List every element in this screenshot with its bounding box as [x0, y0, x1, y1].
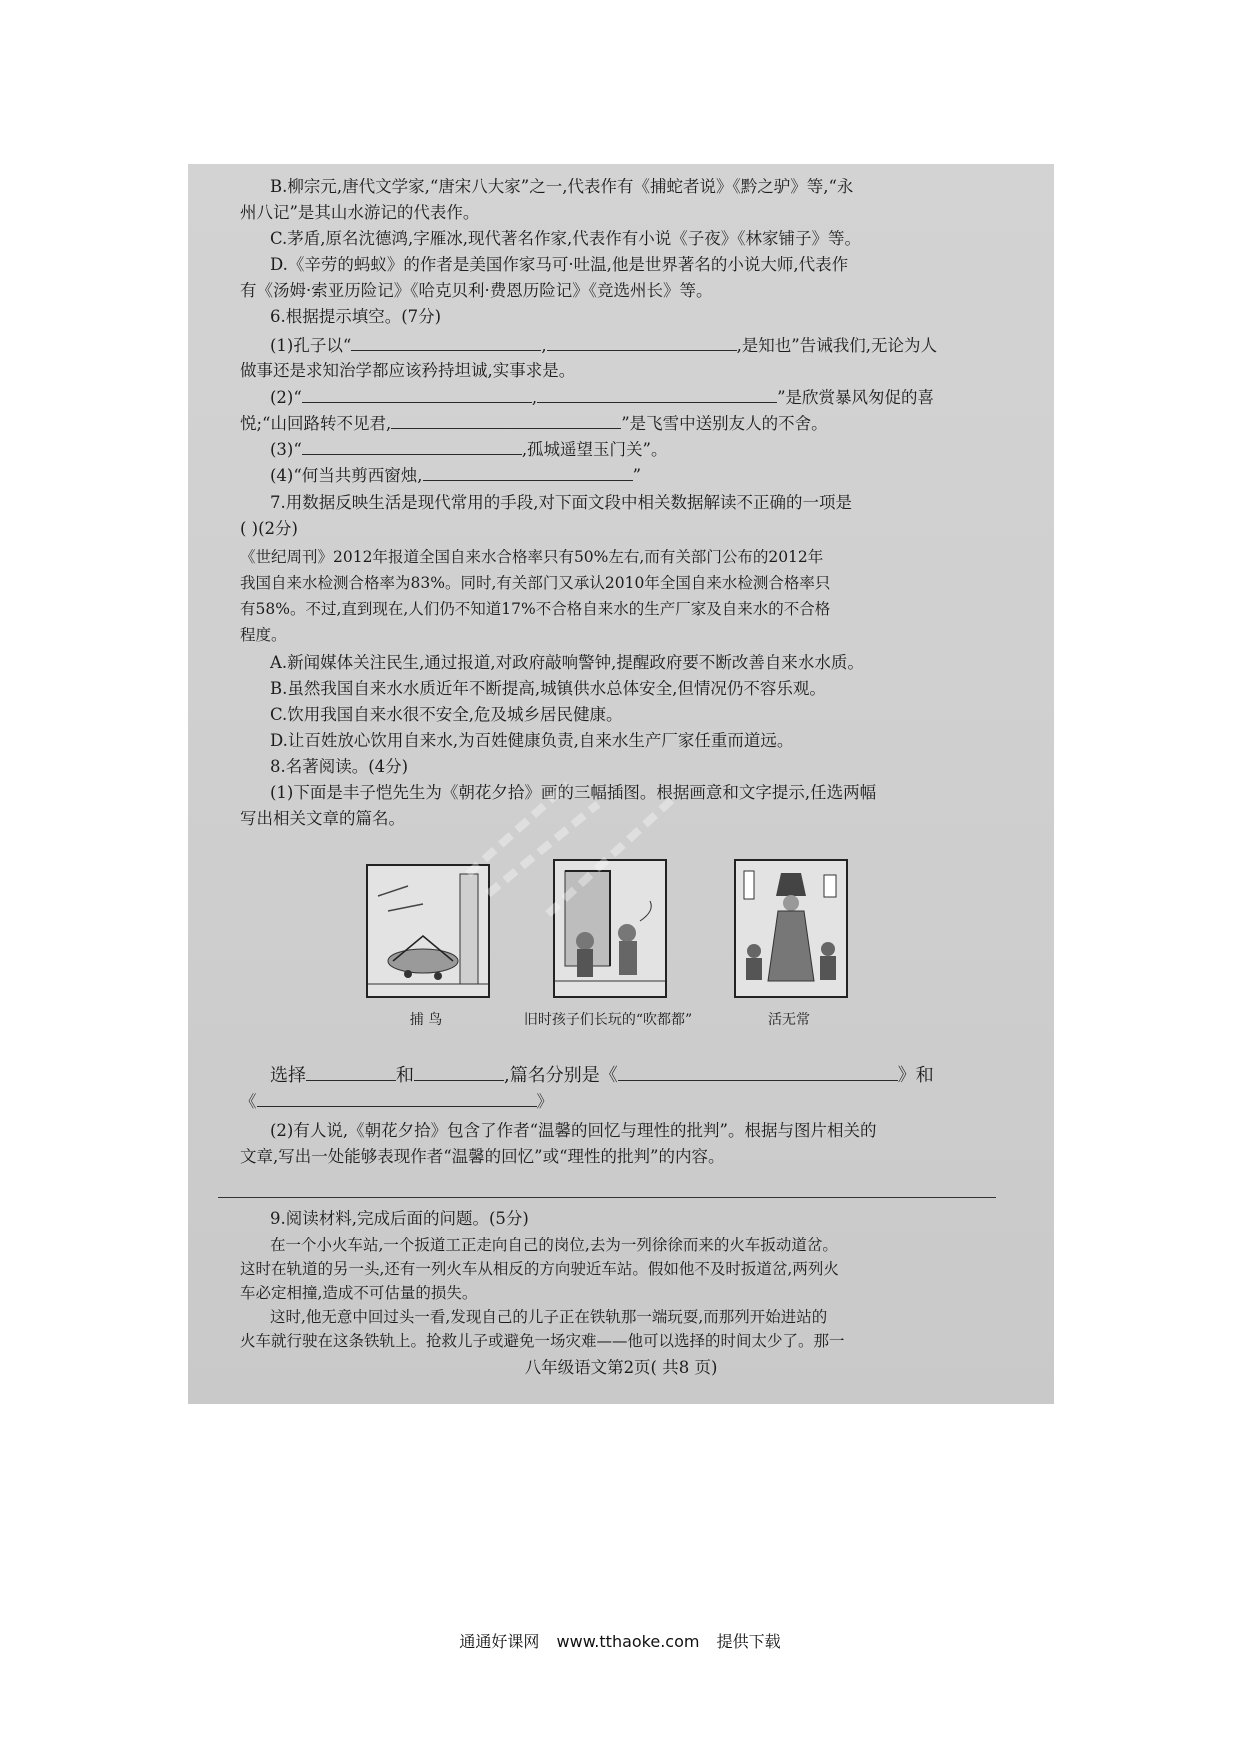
- answer-blank[interactable]: [414, 1064, 504, 1081]
- caption-1: 捕 鸟: [409, 1012, 443, 1028]
- text-line: 州八记”是其山水游记的代表作。: [240, 203, 480, 222]
- passage-line: 我国自来水检测合格率为83%。同时,有关部门又承认2010年全国自来水检测合格率只: [240, 574, 831, 592]
- option-a: A.新闻媒体关注民生,通过报道,对政府敲响警钟,提醒政府要不断改善自来水水质。: [270, 653, 864, 672]
- text-line: 文章,写出一处能够表现作者“温馨的回忆”或“理性的批判”的内容。: [240, 1147, 725, 1166]
- text-line: D.《辛劳的蚂蚁》的作者是美国作家马可·吐温,他是世界著名的小说大师,代表作: [270, 255, 849, 274]
- caption-3: 活无常: [768, 1012, 810, 1028]
- answer-blank[interactable]: [306, 1064, 396, 1081]
- question-6-3: (3)“ ,孤城遥望玉门关”。: [270, 440, 668, 459]
- passage-line: 这时,他无意中回过头一看,发现自己的儿子正在铁轨那一端玩耍,而那列开始进站的: [270, 1308, 828, 1326]
- text-line: 写出相关文章的篇名。: [240, 809, 405, 828]
- answer-blank[interactable]: [257, 1090, 537, 1107]
- selection-line: 选择 和 ,篇名分别是《 》和: [270, 1065, 934, 1086]
- text-line: 有《汤姆·索亚历险记》《哈克贝利·费恩历险记》《竞选州长》等。: [240, 281, 713, 300]
- answer-blank[interactable]: [423, 464, 633, 481]
- passage-line: 火车就行驶在这条铁轨上。抢救儿子或避免一场灾难——他可以选择的时间太少了。那一: [240, 1332, 845, 1350]
- option-d: D.让百姓放心饮用自来水,为百姓健康负责,自来水生产厂家任重而道远。: [270, 731, 794, 750]
- site-name: 通通好课网: [459, 1632, 540, 1651]
- answer-blank[interactable]: [618, 1064, 898, 1081]
- question-6-4: (4)“何当共剪西窗烛, ”: [270, 466, 641, 485]
- download-text: 提供下载: [716, 1632, 781, 1651]
- exam-page-photo: [188, 164, 1054, 1404]
- download-footer: [0, 1629, 1240, 1652]
- question-6-heading: 6.根据提示填空。(7分): [270, 307, 442, 326]
- answer-blank[interactable]: [547, 334, 737, 351]
- question-8-2: (2)有人说,《朝花夕拾》包含了作者“温馨的回忆与理性的批判”。根据与图片相关的: [270, 1121, 877, 1140]
- question-8-heading: 8.名著阅读。(4分): [270, 757, 409, 776]
- answer-line[interactable]: [218, 1197, 996, 1198]
- text-line: 做事还是求知治学都应该矜持坦诚,实事求是。: [240, 361, 576, 380]
- watermark-stamp-icon: [448, 724, 708, 924]
- passage-line: 《世纪周刊》2012年报道全国自来水合格率只有50%左右,而有关部门公布的2012年: [240, 548, 824, 566]
- site-url-link[interactable]: www.tthaoke.com: [556, 1632, 700, 1651]
- page-number: 八年级语文第2页( 共8 页): [524, 1358, 718, 1377]
- question-6-2: (2)“ , ”是欣赏暴风匆促的喜: [270, 388, 934, 407]
- caption-2: 旧时孩子们长玩的“吹都都”: [523, 1012, 693, 1028]
- text-line: C.茅盾,原名沈德鸿,字雁冰,现代著名作家,代表作有小说《子夜》《林家铺子》等。: [270, 229, 862, 248]
- option-c: C.饮用我国自来水很不安全,危及城乡居民健康。: [270, 705, 623, 724]
- selection-line-cont: 《 》: [240, 1092, 553, 1111]
- question-7-score: ( )(2分): [240, 519, 298, 538]
- question-6-2-cont: 悦;“山回路转不见君, ”是飞雪中送别友人的不舍。: [240, 414, 828, 433]
- option-b: B.虽然我国自来水水质近年不断提高,城镇供水总体安全,但情况仍不容乐观。: [270, 679, 826, 698]
- answer-blank[interactable]: [302, 386, 532, 403]
- wuchang-procession-drawing: [736, 861, 846, 996]
- illustration-wuchang: [734, 859, 848, 998]
- question-9-heading: 9.阅读材料,完成后面的问题。(5分): [270, 1209, 529, 1228]
- text-line: B.柳宗元,唐代文学家,“唐宋八大家”之一,代表作有《捕蛇者说》《黔之驴》等,“永: [270, 177, 854, 196]
- answer-blank[interactable]: [302, 438, 522, 455]
- passage-line: 这时在轨道的另一头,还有一列火车从相反的方向驶近车站。假如他不及时扳道岔,两列火: [240, 1260, 839, 1278]
- answer-blank[interactable]: [391, 412, 621, 429]
- answer-blank[interactable]: [537, 386, 777, 403]
- question-7-heading: 7.用数据反映生活是现代常用的手段,对下面文段中相关数据解读不正确的一项是: [270, 493, 852, 512]
- passage-line: 程度。: [240, 626, 287, 644]
- text-line: (1)下面是丰子恺先生为《朝花夕拾》画的三幅插图。根据画意和文字提示,任选两幅: [270, 783, 877, 802]
- passage-line: 有58%。不过,直到现在,人们仍不知道17%不合格自来水的生产厂家及自来水的不合格: [240, 600, 831, 618]
- passage-line: 车必定相撞,造成不可估量的损失。: [240, 1284, 478, 1302]
- question-6-1: (1)孔子以“ , ,是知也”告诫我们,无论为人: [270, 336, 937, 355]
- answer-blank[interactable]: [351, 334, 541, 351]
- passage-line: 在一个小火车站,一个扳道工正走向自己的岗位,去为一列徐徐而来的火车扳动道岔。: [270, 1236, 838, 1254]
